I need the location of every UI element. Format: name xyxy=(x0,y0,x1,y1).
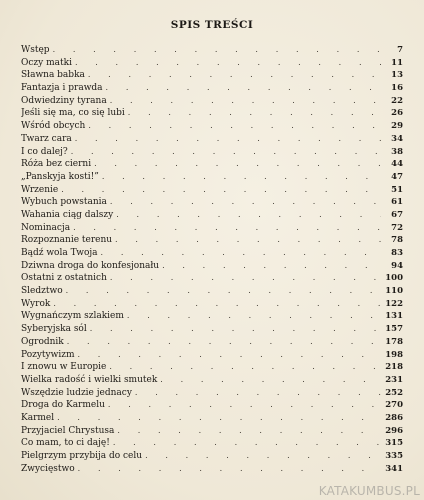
toc-entry-page-number: 13 xyxy=(391,70,403,81)
toc-entry xyxy=(21,69,403,82)
toc-entry-title: Odwiedziny tyrana xyxy=(21,95,107,106)
toc-entry xyxy=(21,107,403,120)
toc-entry-title: Wygnańczym szlakiem xyxy=(21,311,124,322)
toc-entry xyxy=(21,310,403,323)
dot-leader xyxy=(116,209,381,222)
toc-entry-page-number: 110 xyxy=(385,286,403,297)
toc-entry-page-number: 218 xyxy=(385,362,403,373)
toc-entry-title: Nominacja xyxy=(21,222,71,233)
toc-entry xyxy=(21,146,403,159)
dot-leader xyxy=(57,412,381,425)
toc-entry-page-number: 78 xyxy=(391,235,403,246)
dot-leader xyxy=(88,120,381,133)
toc-entry-title: Śledztwo xyxy=(21,286,63,297)
toc-entry xyxy=(21,412,403,425)
dot-leader xyxy=(102,171,381,184)
toc-entry-page-number: 157 xyxy=(385,324,403,335)
toc-entry-page-number: 335 xyxy=(385,451,403,461)
toc-entry-title: Zwycięstwo xyxy=(21,463,75,474)
dot-leader xyxy=(66,285,381,298)
toc-entry-title: Ogrodnik xyxy=(21,336,64,347)
toc-entry-title: Wszędzie ludzie jednacy xyxy=(21,387,132,398)
toc-entry xyxy=(21,437,403,450)
dot-leader xyxy=(162,260,381,273)
dot-leader xyxy=(101,247,381,260)
dot-leader xyxy=(160,374,381,387)
toc-entry-page-number: 252 xyxy=(385,387,403,398)
toc-entry xyxy=(21,171,403,184)
toc-entry-title: I co dalej? xyxy=(21,146,68,157)
toc-entry xyxy=(21,120,403,133)
dot-leader xyxy=(115,234,381,247)
toc-entry xyxy=(21,247,403,260)
toc-entry-page-number: 296 xyxy=(385,425,403,436)
toc-entry-page-number: 11 xyxy=(391,57,403,68)
toc-entry xyxy=(21,349,403,362)
dot-leader xyxy=(110,196,381,209)
toc-entry-page-number: 44 xyxy=(391,159,403,170)
dot-leader xyxy=(127,310,381,323)
toc-entry-title: Twarz cara xyxy=(21,133,72,144)
dot-leader xyxy=(108,399,381,412)
toc-entry xyxy=(21,260,403,273)
toc-entry-title: „Panskyja kosti!” xyxy=(21,171,99,182)
toc-entry xyxy=(21,374,403,387)
toc-entry-page-number: 7 xyxy=(397,45,403,55)
toc-entry-page-number: 315 xyxy=(385,438,403,449)
dot-leader xyxy=(109,361,381,374)
toc-entry-page-number: 51 xyxy=(391,184,403,195)
dot-leader xyxy=(88,69,381,82)
toc-entry-title: Bądź wola Twoja xyxy=(21,248,98,258)
toc-entry xyxy=(21,222,403,235)
toc-entry xyxy=(21,158,403,171)
dot-leader xyxy=(78,349,382,362)
toc-entry-page-number: 72 xyxy=(391,222,403,233)
toc-entry xyxy=(21,95,403,108)
dot-leader xyxy=(94,158,381,171)
dot-leader xyxy=(110,95,381,108)
toc-entry-title: Wyrok xyxy=(21,298,51,309)
toc-entry-title: Jeśli się ma, co się lubi xyxy=(21,108,125,119)
toc-entry-title: Róża bez cierni xyxy=(21,159,92,170)
toc-entry-page-number: 178 xyxy=(385,336,403,347)
toc-entry-page-number: 122 xyxy=(385,298,403,309)
toc-entry xyxy=(21,196,403,209)
toc-entry xyxy=(21,298,403,311)
toc-entry-page-number: 198 xyxy=(385,349,403,360)
toc-entry-page-number: 67 xyxy=(391,209,403,220)
toc-entry-title: Ostatni z ostatnich xyxy=(21,273,107,284)
page-title: SPIS TREŚCI xyxy=(170,19,254,31)
toc-entry-page-number: 34 xyxy=(391,133,403,144)
toc-entry xyxy=(21,425,403,438)
dot-leader xyxy=(73,222,381,235)
watermark: KATAKUMBUS.PL xyxy=(318,484,420,498)
toc-entry-title: Rozpoznanie terenu xyxy=(21,235,113,246)
toc-entry xyxy=(21,323,403,336)
toc-entry-title: Wrzenie xyxy=(21,184,59,195)
table-of-contents xyxy=(21,44,403,475)
toc-entry xyxy=(21,450,403,463)
toc-entry xyxy=(21,184,403,197)
toc-entry-page-number: 94 xyxy=(391,260,403,271)
toc-entry-title: Fantazja i prawda xyxy=(21,83,103,94)
toc-entry-title: Wśród obcych xyxy=(21,121,86,132)
toc-entry-title: Syberyjska sól xyxy=(21,324,87,335)
toc-entry xyxy=(21,57,403,70)
toc-entry-page-number: 16 xyxy=(391,83,403,94)
toc-entry-title: Co mam, to ci daję! xyxy=(21,438,110,449)
dot-leader xyxy=(71,146,381,159)
toc-entry xyxy=(21,133,403,146)
dot-leader xyxy=(128,107,381,120)
toc-entry xyxy=(21,399,403,412)
toc-entry xyxy=(21,463,403,476)
toc-entry-page-number: 100 xyxy=(385,273,403,284)
dot-leader xyxy=(110,272,381,285)
toc-entry xyxy=(21,361,403,374)
dot-leader xyxy=(145,450,381,463)
dot-leader xyxy=(106,82,381,95)
toc-entry-page-number: 286 xyxy=(385,412,403,423)
toc-entry-page-number: 38 xyxy=(391,146,403,157)
toc-entry-page-number: 26 xyxy=(391,108,403,119)
toc-entry-page-number: 231 xyxy=(385,374,403,385)
toc-entry xyxy=(21,82,403,95)
toc-entry xyxy=(21,336,403,349)
toc-entry xyxy=(21,272,403,285)
toc-entry-title: Wahania ciąg dalszy xyxy=(21,209,114,220)
toc-entry-page-number: 29 xyxy=(391,121,403,132)
toc-entry-page-number: 22 xyxy=(391,95,403,106)
toc-entry-title: Przyjaciel Chrystusa xyxy=(21,425,115,436)
toc-entry xyxy=(21,234,403,247)
toc-entry-title: Sławna babka xyxy=(21,70,85,81)
dot-leader xyxy=(117,425,381,438)
toc-entry-title: Dziwna droga do konfesjonału xyxy=(21,260,160,271)
toc-entry-title: Droga do Karmelu xyxy=(21,400,105,411)
toc-entry-page-number: 131 xyxy=(385,311,403,322)
dot-leader xyxy=(61,184,381,197)
toc-entry-page-number: 270 xyxy=(385,400,403,411)
toc-entry-title: Karmel xyxy=(21,412,55,423)
toc-entry-title: Wybuch powstania xyxy=(21,197,107,208)
toc-entry xyxy=(21,285,403,298)
dot-leader xyxy=(113,437,381,450)
toc-entry-title: I znowu w Europie xyxy=(21,362,107,373)
dot-leader xyxy=(75,57,381,70)
toc-entry-page-number: 83 xyxy=(391,248,403,258)
dot-leader xyxy=(135,387,381,400)
dot-leader xyxy=(78,463,381,476)
dot-leader xyxy=(75,133,381,146)
toc-entry-title: Oczy matki xyxy=(21,57,72,68)
toc-entry-page-number: 61 xyxy=(391,197,403,208)
dot-leader xyxy=(53,298,381,311)
dot-leader xyxy=(67,336,381,349)
toc-entry-page-number: 341 xyxy=(385,463,403,474)
dot-leader xyxy=(53,44,381,57)
toc-entry xyxy=(21,387,403,400)
toc-entry-title: Pozytywizm xyxy=(21,349,75,360)
toc-entry-title: Wstęp xyxy=(21,45,50,55)
toc-entry-page-number: 47 xyxy=(391,171,403,182)
toc-entry xyxy=(21,44,403,57)
toc-entry-title: Pielgrzym przybija do celu xyxy=(21,451,143,461)
dot-leader xyxy=(90,323,381,336)
toc-entry-title: Wielka radość i wielki smutek xyxy=(21,374,158,385)
toc-entry xyxy=(21,209,403,222)
